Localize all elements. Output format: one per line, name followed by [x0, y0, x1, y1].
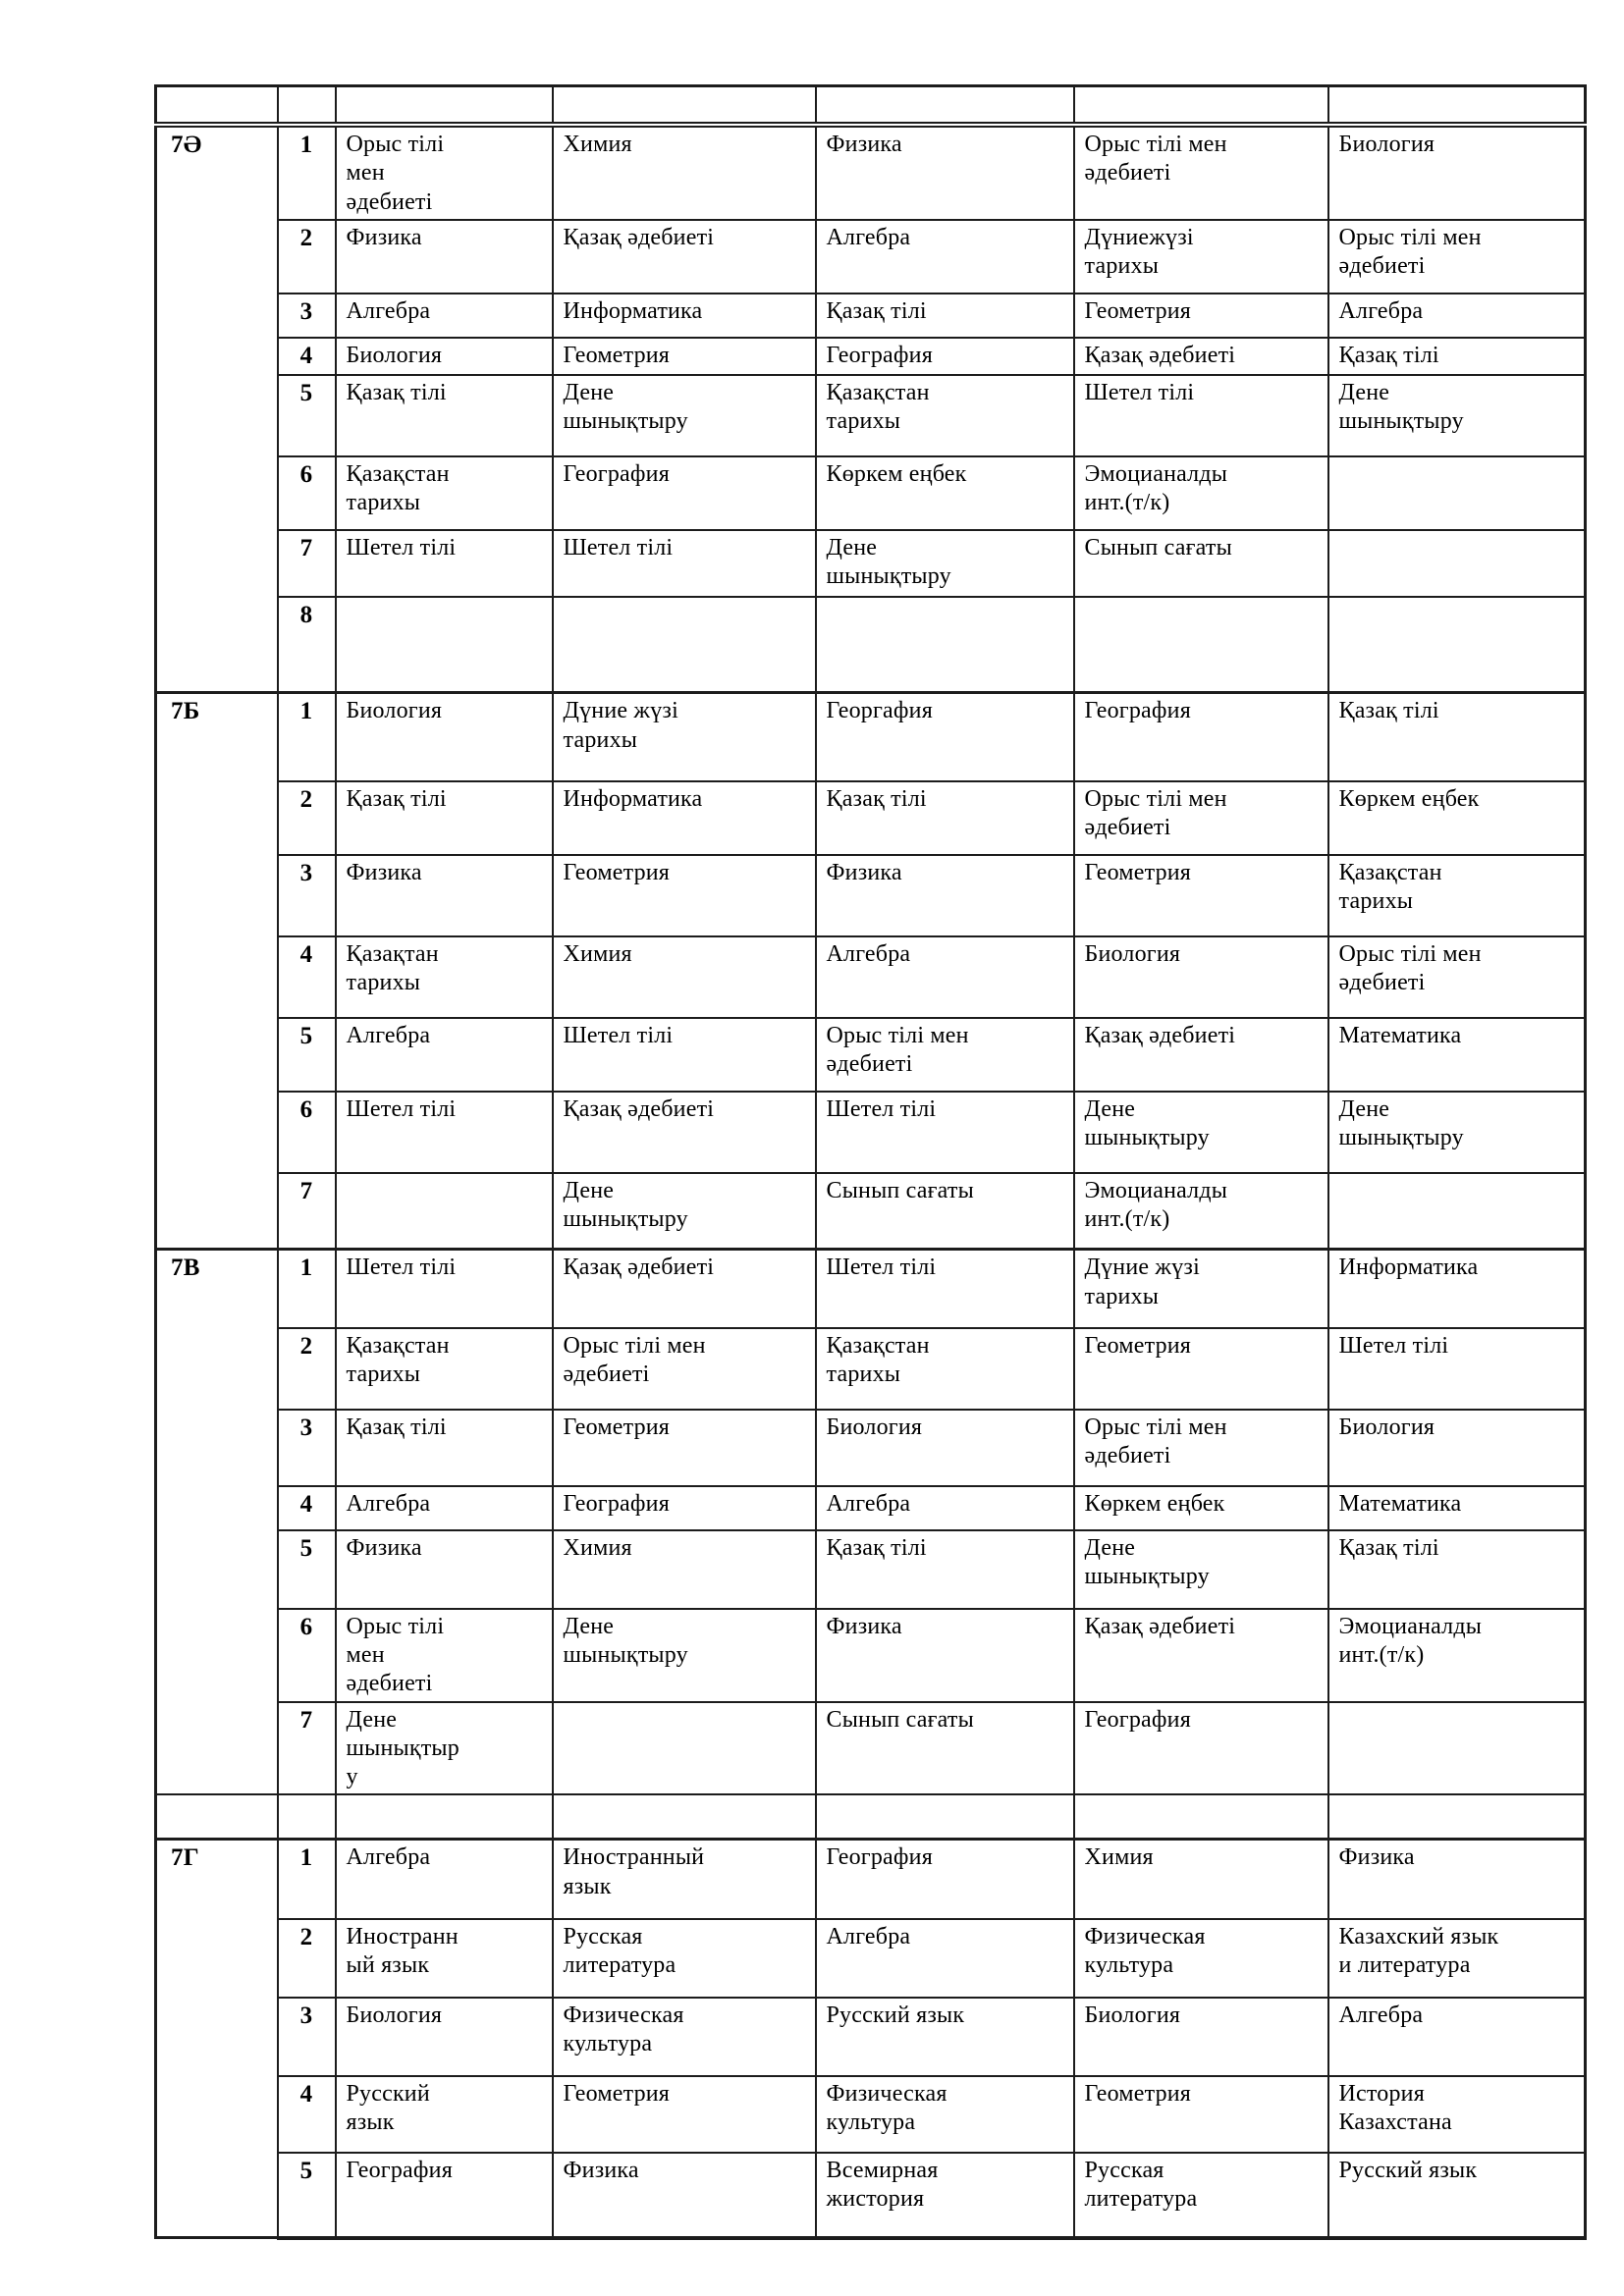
subject-cell: Қазақ әдебиеті [553, 1250, 816, 1328]
timetable [154, 84, 1587, 2240]
subject-cell: Русский язык [336, 2076, 553, 2153]
subject-cell: Химия [553, 125, 816, 220]
subject-cell: Иностранный язык [553, 1840, 816, 1919]
timetable-body [156, 86, 1586, 2238]
subject-cell: Шетел тілі [816, 1092, 1074, 1173]
period-number-cell: 1 [278, 125, 336, 220]
subject-cell: География [553, 456, 816, 530]
header-cell [816, 86, 1074, 126]
subject-cell: Русская литература [553, 1919, 816, 1998]
timetable-row [156, 2076, 1586, 2153]
subject-cell: История Казахстана [1328, 2076, 1586, 2153]
subject-cell: Қазақ тілі [1328, 1530, 1586, 1609]
period-number-cell: 7 [278, 1702, 336, 1795]
subject-cell: Қазақстан тарихы [816, 1328, 1074, 1410]
subject-cell: Эмоцианалды инт.(т/к) [1074, 456, 1328, 530]
period-number-cell: 2 [278, 220, 336, 294]
period-number-cell: 5 [278, 1530, 336, 1609]
subject-cell [1328, 456, 1586, 530]
period-number-cell: 4 [278, 338, 336, 375]
subject-cell: Геометрия [1074, 294, 1328, 338]
subject-cell: Физика [336, 1530, 553, 1609]
subject-cell: Орыс тілі мен әдебиеті [553, 1328, 816, 1410]
subject-cell: Сынып сағаты [816, 1702, 1074, 1795]
period-number-cell: 1 [278, 693, 336, 781]
subject-cell: Биология [1328, 125, 1586, 220]
subject-cell: Дене шынықтыру [1074, 1092, 1328, 1173]
subject-cell: Дене шынықтыру [816, 530, 1074, 597]
subject-cell: Физическая культура [816, 2076, 1074, 2153]
subject-cell: Шетел тілі [1328, 1328, 1586, 1410]
timetable-row [156, 855, 1586, 936]
timetable-row [156, 530, 1586, 597]
subject-cell: Орыс тілі мен әдебиеті [336, 125, 553, 220]
subject-cell: Русский язык [1328, 2153, 1586, 2238]
timetable-row [156, 1328, 1586, 1410]
subject-cell: Физика [553, 2153, 816, 2238]
subject-cell: Орыс тілі мен әдебиеті [1074, 781, 1328, 855]
timetable-row [156, 1530, 1586, 1609]
spacer-cell [553, 1794, 816, 1840]
subject-cell: Алгебра [816, 1486, 1074, 1530]
subject-cell: Алгебра [1328, 294, 1586, 338]
subject-cell: Физическая культура [553, 1998, 816, 2076]
subject-cell [816, 597, 1074, 693]
subject-cell: Эмоцианалды инт.(т/к) [1328, 1609, 1586, 1702]
timetable-row [156, 338, 1586, 375]
subject-cell: Алгебра [336, 1486, 553, 1530]
timetable-row [156, 936, 1586, 1018]
subject-cell: Химия [553, 1530, 816, 1609]
timetable-row [156, 1410, 1586, 1486]
subject-cell: Информатика [553, 294, 816, 338]
subject-cell: Алгебра [816, 220, 1074, 294]
subject-cell: Физика [336, 855, 553, 936]
subject-cell: Қазақстан тарихы [1328, 855, 1586, 936]
period-number-cell: 2 [278, 1328, 336, 1410]
subject-cell [1328, 1173, 1586, 1250]
subject-cell: Биология [336, 1998, 553, 2076]
subject-cell: Химия [1074, 1840, 1328, 1919]
class-label-cell: 7В [156, 1250, 278, 1795]
subject-cell: Алгебра [1328, 1998, 1586, 2076]
timetable-row [156, 294, 1586, 338]
spacer-cell [278, 1794, 336, 1840]
timetable-row [156, 1840, 1586, 1919]
timetable-row [156, 1250, 1586, 1328]
period-number-cell: 8 [278, 597, 336, 693]
subject-cell: Қазақ әдебиеті [1074, 1018, 1328, 1092]
timetable-row [156, 1092, 1586, 1173]
class-label-cell: 7Г [156, 1840, 278, 2238]
period-number-cell: 4 [278, 1486, 336, 1530]
subject-cell: Шетел тілі [336, 1250, 553, 1328]
timetable-row [156, 456, 1586, 530]
spacer-cell [816, 1794, 1074, 1840]
subject-cell [1328, 597, 1586, 693]
subject-cell: Биология [336, 693, 553, 781]
subject-cell [553, 597, 816, 693]
subject-cell: Химия [553, 936, 816, 1018]
subject-cell: Биология [1074, 1998, 1328, 2076]
subject-cell: Дене шынықтыру [1074, 1530, 1328, 1609]
subject-cell: Геометрия [1074, 855, 1328, 936]
timetable-row [156, 2153, 1586, 2238]
period-number-cell: 7 [278, 530, 336, 597]
subject-cell: Физика [1328, 1840, 1586, 1919]
subject-cell: Казахский язык и литература [1328, 1919, 1586, 1998]
period-number-cell: 2 [278, 781, 336, 855]
timetable-row [156, 1702, 1586, 1795]
spacer-cell [156, 1794, 278, 1840]
subject-cell: Математика [1328, 1486, 1586, 1530]
subject-cell [1074, 597, 1328, 693]
spacer-cell [1328, 1794, 1586, 1840]
subject-cell: Алгебра [336, 294, 553, 338]
subject-cell: Русский язык [816, 1998, 1074, 2076]
subject-cell: Иностранный язык [336, 1919, 553, 1998]
subject-cell: Шетел тілі [553, 530, 816, 597]
period-number-cell: 3 [278, 294, 336, 338]
period-number-cell: 5 [278, 2153, 336, 2238]
subject-cell: Орыс тілі мен әдебиеті [336, 1609, 553, 1702]
header-cell [553, 86, 816, 126]
subject-cell: Биология [1328, 1410, 1586, 1486]
subject-cell: Информатика [1328, 1250, 1586, 1328]
subject-cell: Геометрия [553, 2076, 816, 2153]
subject-cell: Алгебра [336, 1018, 553, 1092]
subject-cell: Эмоцианалды инт.(т/к) [1074, 1173, 1328, 1250]
period-number-cell: 3 [278, 1410, 336, 1486]
subject-cell: Орыс тілі мен әдебиеті [816, 1018, 1074, 1092]
header-cell [1328, 86, 1586, 126]
subject-cell: Қазақ әдебиеті [1074, 338, 1328, 375]
timetable-row [156, 597, 1586, 693]
header-cell [278, 86, 336, 126]
subject-cell: Қазақ әдебиеті [553, 220, 816, 294]
period-number-cell: 3 [278, 855, 336, 936]
period-number-cell: 1 [278, 1840, 336, 1919]
header-cell [1074, 86, 1328, 126]
subject-cell [1328, 1702, 1586, 1795]
header-row [156, 86, 1586, 126]
header-cell [336, 86, 553, 126]
subject-cell: Русская литература [1074, 2153, 1328, 2238]
subject-cell: Геометрия [553, 1410, 816, 1486]
period-number-cell: 4 [278, 936, 336, 1018]
subject-cell: Шетел тілі [1074, 375, 1328, 456]
period-number-cell: 7 [278, 1173, 336, 1250]
subject-cell: Математика [1328, 1018, 1586, 1092]
period-number-cell: 6 [278, 1609, 336, 1702]
subject-cell: Сынып сағаты [816, 1173, 1074, 1250]
subject-cell: Қазақ тілі [1328, 338, 1586, 375]
subject-cell: Шетел тілі [336, 530, 553, 597]
subject-cell: Дүние жүзі тарихы [553, 693, 816, 781]
subject-cell: Георгафия [816, 693, 1074, 781]
subject-cell: Физика [336, 220, 553, 294]
subject-cell: Қазақ әдебиеті [1074, 1609, 1328, 1702]
subject-cell: Алгебра [816, 1919, 1074, 1998]
subject-cell: Физика [816, 855, 1074, 936]
subject-cell: Қазақстан тарихы [336, 456, 553, 530]
period-number-cell: 5 [278, 1018, 336, 1092]
subject-cell: Орыс тілі мен әдебиеті [1074, 125, 1328, 220]
subject-cell: Геометрия [1074, 2076, 1328, 2153]
subject-cell: Шетел тілі [816, 1250, 1074, 1328]
subject-cell: Қазақ тілі [1328, 693, 1586, 781]
subject-cell: Орыс тілі мен әдебиеті [1328, 220, 1586, 294]
timetable-row [156, 781, 1586, 855]
subject-cell: Сынып сағаты [1074, 530, 1328, 597]
subject-cell: Дене шынықтыру [336, 1702, 553, 1795]
subject-cell: География [336, 2153, 553, 2238]
subject-cell: Биология [1074, 936, 1328, 1018]
class-label-cell: 7Б [156, 693, 278, 1250]
period-number-cell: 5 [278, 375, 336, 456]
timetable-row [156, 1998, 1586, 2076]
header-cell [156, 86, 278, 126]
subject-cell: География [1074, 1702, 1328, 1795]
timetable-row [156, 693, 1586, 781]
subject-cell [336, 1173, 553, 1250]
subject-cell: География [816, 338, 1074, 375]
subject-cell: Қазақ тілі [336, 1410, 553, 1486]
subject-cell: Физика [816, 125, 1074, 220]
subject-cell: Шетел тілі [553, 1018, 816, 1092]
period-number-cell: 2 [278, 1919, 336, 1998]
subject-cell: Қазақ әдебиеті [553, 1092, 816, 1173]
period-number-cell: 6 [278, 456, 336, 530]
subject-cell: Қазақ тілі [336, 781, 553, 855]
subject-cell: Дене шынықтыру [1328, 375, 1586, 456]
subject-cell: Көркем еңбек [1074, 1486, 1328, 1530]
spacer-cell [336, 1794, 553, 1840]
subject-cell: Қазақтан тарихы [336, 936, 553, 1018]
subject-cell: Дүниежүзі тарихы [1074, 220, 1328, 294]
subject-cell: Орыс тілі мен әдебиеті [1328, 936, 1586, 1018]
subject-cell: Дене шынықтыру [553, 375, 816, 456]
subject-cell: Дене шынықтыру [1328, 1092, 1586, 1173]
class-label-cell: 7Ә [156, 125, 278, 693]
subject-cell: Геометрия [553, 855, 816, 936]
subject-cell [336, 597, 553, 693]
subject-cell: Қазақ тілі [816, 1530, 1074, 1609]
subject-cell: Всемирная жистория [816, 2153, 1074, 2238]
timetable-row [156, 1018, 1586, 1092]
subject-cell: Шетел тілі [336, 1092, 553, 1173]
period-number-cell: 1 [278, 1250, 336, 1328]
timetable-row [156, 220, 1586, 294]
subject-cell: Көркем еңбек [1328, 781, 1586, 855]
timetable-row [156, 125, 1586, 220]
subject-cell: Физика [816, 1609, 1074, 1702]
subject-cell: Информатика [553, 781, 816, 855]
subject-cell: Орыс тілі мен әдебиеті [1074, 1410, 1328, 1486]
subject-cell: Дене шынықтыру [553, 1173, 816, 1250]
subject-cell: Геометрия [553, 338, 816, 375]
subject-cell [1328, 530, 1586, 597]
timetable-row [156, 1173, 1586, 1250]
subject-cell: Геометрия [1074, 1328, 1328, 1410]
subject-cell: Алгебра [336, 1840, 553, 1919]
subject-cell: География [816, 1840, 1074, 1919]
timetable-row [156, 1609, 1586, 1702]
subject-cell: Биология [336, 338, 553, 375]
subject-cell: Физическая культура [1074, 1919, 1328, 1998]
timetable-row [156, 375, 1586, 456]
subject-cell: Қазақ тілі [816, 781, 1074, 855]
spacer-row [156, 1794, 1586, 1840]
subject-cell: География [553, 1486, 816, 1530]
period-number-cell: 3 [278, 1998, 336, 2076]
subject-cell: Биология [816, 1410, 1074, 1486]
timetable-row [156, 1919, 1586, 1998]
subject-cell: Көркем еңбек [816, 456, 1074, 530]
spacer-cell [1074, 1794, 1328, 1840]
subject-cell: Қазақстан тарихы [816, 375, 1074, 456]
period-number-cell: 6 [278, 1092, 336, 1173]
subject-cell: Дене шынықтыру [553, 1609, 816, 1702]
subject-cell: География [1074, 693, 1328, 781]
timetable-row [156, 1486, 1586, 1530]
subject-cell: Қазақстан тарихы [336, 1328, 553, 1410]
period-number-cell: 4 [278, 2076, 336, 2153]
subject-cell: Алгебра [816, 936, 1074, 1018]
subject-cell: Қазақ тілі [336, 375, 553, 456]
subject-cell: Дүние жүзі тарихы [1074, 1250, 1328, 1328]
subject-cell [553, 1702, 816, 1795]
subject-cell: Қазақ тілі [816, 294, 1074, 338]
